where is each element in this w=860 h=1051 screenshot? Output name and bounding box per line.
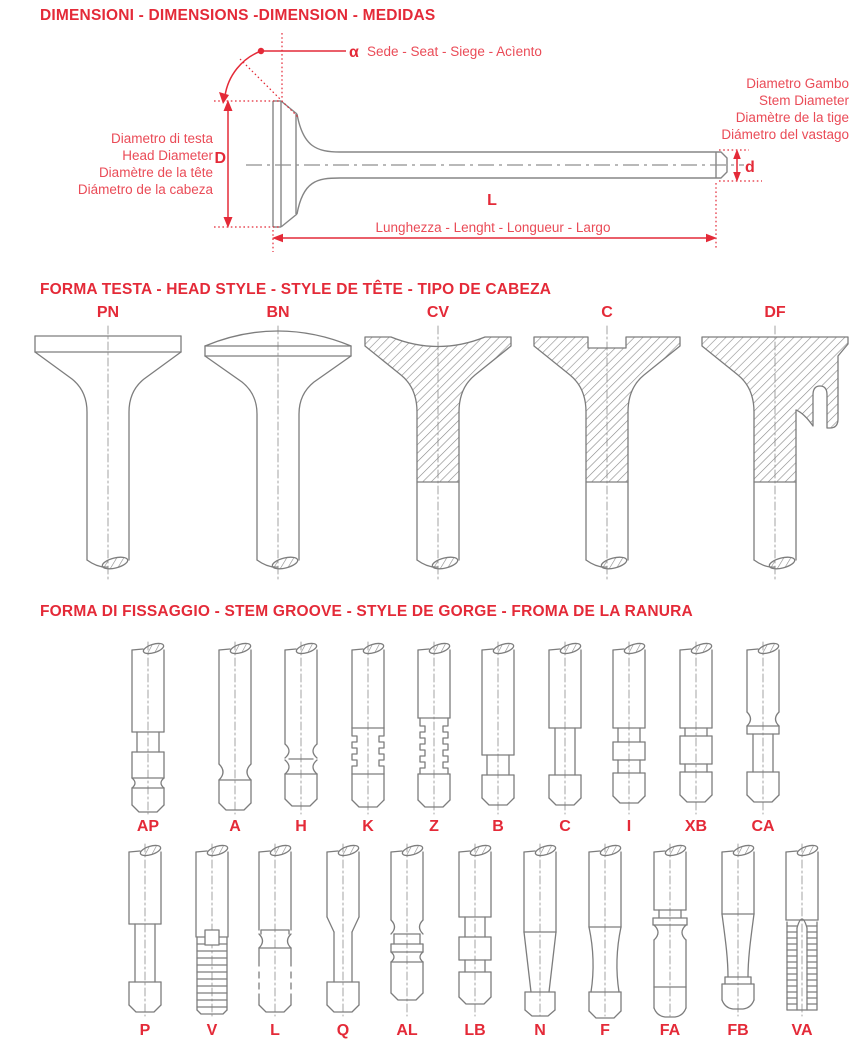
stem-drawing-b <box>465 640 531 818</box>
stem-label-q: Q <box>336 1022 350 1039</box>
stem-groove-p <box>112 842 178 1040</box>
stem-label-al: AL <box>396 1022 418 1039</box>
stem-groove-z <box>401 640 467 836</box>
head-style-section-title: FORMA TESTA - HEAD STYLE - STYLE DE TÊTE - TIPO DE CABEZA <box>40 281 552 298</box>
stem-drawing-xb <box>663 640 729 818</box>
stem-drawing-f <box>572 842 638 1022</box>
stem-label-n: N <box>534 1022 546 1039</box>
stem-drawing-p <box>112 842 178 1022</box>
stem-groove-f <box>572 842 638 1040</box>
stem-drawing-n <box>507 842 573 1022</box>
stem-label-a: A <box>229 818 241 835</box>
stem-groove-q <box>310 842 376 1040</box>
stem-label-z: Z <box>429 818 439 835</box>
head-diameter-line-1: Diametro di testa <box>110 131 213 146</box>
head-style-label-bn: BN <box>266 304 290 321</box>
valve-head-drawing-df <box>690 322 860 590</box>
stem-drawing-fb <box>705 842 771 1022</box>
length-label: Lunghezza - Lenght - Longueur - Largo <box>375 220 611 235</box>
head-style-label-cv: CV <box>426 304 450 321</box>
stem-label-v: V <box>206 1022 218 1039</box>
stem-drawing-ca <box>730 640 796 818</box>
stem-groove-l <box>242 842 308 1040</box>
stem-label-ap: AP <box>136 818 160 835</box>
stem-groove-xb <box>663 640 729 836</box>
stem-label-ca: CA <box>751 818 775 835</box>
alpha-angle-arc <box>225 51 261 96</box>
head-style-label-pn: PN <box>96 304 120 321</box>
stem-drawing-z <box>401 640 467 818</box>
valve-head-drawing-pn <box>23 322 193 590</box>
head-style-bn <box>193 304 363 590</box>
head-style-cv <box>353 304 523 590</box>
stem-label-h: H <box>295 818 307 835</box>
head-style-label-df: DF <box>764 304 786 321</box>
head-style-pn <box>23 304 193 590</box>
valve-dimension-drawing <box>0 0 860 272</box>
stem-drawing-l <box>242 842 308 1022</box>
length-letter: L <box>487 192 497 209</box>
stem-drawing-a <box>202 640 268 818</box>
stem-drawing-v <box>179 842 245 1022</box>
stem-groove-al <box>374 842 440 1040</box>
head-style-df <box>690 304 860 590</box>
stem-groove-n <box>507 842 573 1040</box>
stem-groove-fb <box>705 842 771 1040</box>
stem-groove-b <box>465 640 531 836</box>
stem-diameter-line-4: Diámetro del vastago <box>721 127 849 142</box>
valve-head-drawing-cv <box>353 322 523 590</box>
stem-label-lb: LB <box>464 1022 486 1039</box>
stem-groove-a <box>202 640 268 836</box>
stem-groove-i <box>596 640 662 836</box>
stem-drawing-h <box>268 640 334 818</box>
stem-label-fa: FA <box>659 1022 681 1039</box>
stem-drawing-al <box>374 842 440 1022</box>
head-style-label-c: C <box>601 304 613 321</box>
head-diameter-line-4: Diámetro de la cabeza <box>77 182 213 197</box>
stem-diameter-line-1: Diametro Gambo <box>746 76 849 91</box>
stem-diameter-line-3: Diamètre de la tige <box>735 110 849 125</box>
stem-groove-c <box>532 640 598 836</box>
stem-label-fb: FB <box>727 1022 749 1039</box>
stem-label-i: I <box>626 818 632 835</box>
alpha-symbol: α <box>349 44 359 61</box>
stem-groove-v <box>179 842 245 1040</box>
stem-label-f: F <box>600 1022 610 1039</box>
head-dim-letter: D <box>214 150 226 167</box>
seat-label: Sede - Seat - Siege - Acìento <box>367 44 542 59</box>
stem-groove-k <box>335 640 401 836</box>
stem-diameter-line-2: Stem Diameter <box>758 93 849 108</box>
valve-head-drawing-c <box>522 322 692 590</box>
dimensions-section-title: DIMENSIONI - DIMENSIONS -DIMENSION - MEDIDAS <box>40 7 436 24</box>
stem-label-b: B <box>492 818 504 835</box>
stem-label-p: P <box>139 1022 151 1039</box>
valve-outline <box>273 101 727 227</box>
stem-drawing-fa <box>637 842 703 1022</box>
stem-groove-h <box>268 640 334 836</box>
stem-drawing-ap <box>115 640 181 818</box>
stem-groove-section-title: FORMA DI FISSAGGIO - STEM GROOVE - STYLE DE GORGE - FROMA DE LA RANURA <box>40 603 693 620</box>
stem-groove-fa <box>637 842 703 1040</box>
stem-label-l: L <box>270 1022 280 1039</box>
stem-label-k: K <box>362 818 374 835</box>
stem-dim-letter: d <box>745 159 755 176</box>
stem-drawing-q <box>310 842 376 1022</box>
stem-groove-lb <box>442 842 508 1040</box>
stem-label-c: C <box>559 818 571 835</box>
stem-drawing-va <box>769 842 835 1022</box>
head-style-c <box>522 304 692 590</box>
stem-groove-ap <box>115 640 181 836</box>
stem-drawing-lb <box>442 842 508 1022</box>
valve-head-drawing-bn <box>193 322 363 590</box>
stem-drawing-i <box>596 640 662 818</box>
stem-groove-ca <box>730 640 796 836</box>
head-diameter-line-3: Diamètre de la tête <box>98 165 213 180</box>
head-diameter-line-2: Head Diameter <box>122 148 213 163</box>
stem-groove-va <box>769 842 835 1040</box>
stem-drawing-c <box>532 640 598 818</box>
stem-label-va: VA <box>791 1022 813 1039</box>
stem-drawing-k <box>335 640 401 818</box>
stem-label-xb: XB <box>684 818 708 835</box>
